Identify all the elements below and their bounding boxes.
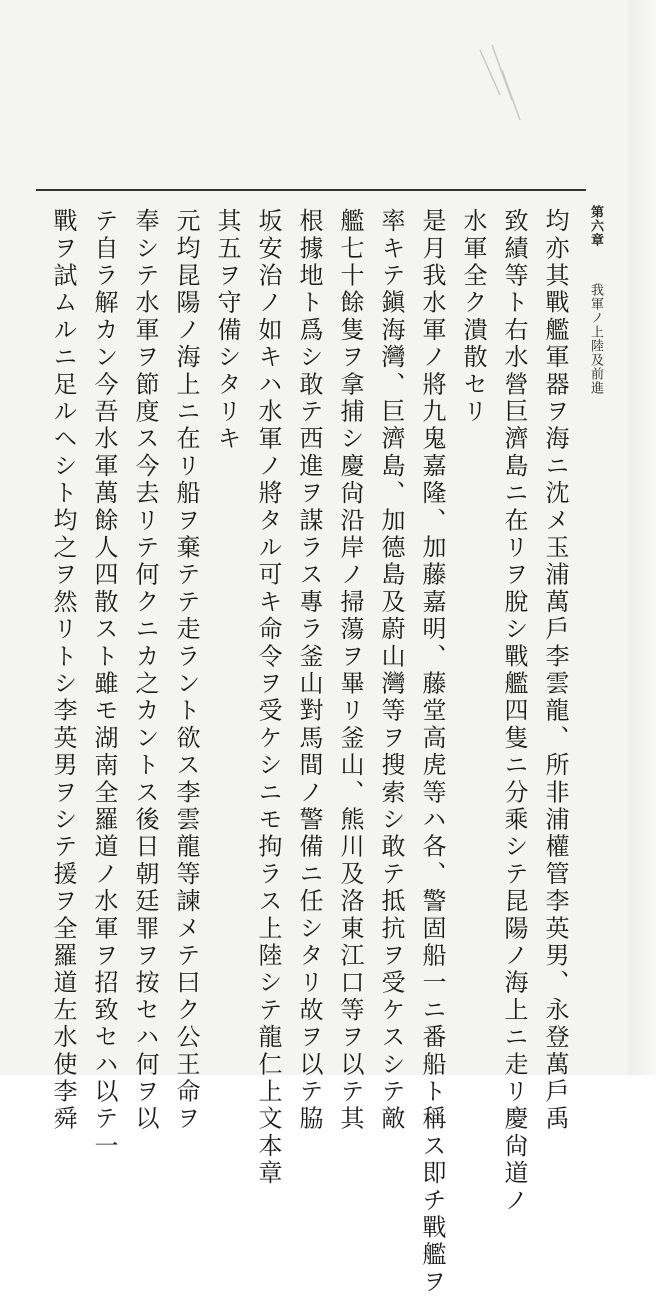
text-column: 其五ヲ守備シタリキ xyxy=(213,208,241,453)
text-column: 均亦其戰艦軍器ヲ海ニ沈メ玉浦萬戶李雲龍、所非浦權管李英男、永登萬戶禹 xyxy=(541,208,569,1133)
text-column: テ自ラ解カン今吾水軍萬餘人四散スト雖モ湖南全羅道ノ水軍ヲ招致セハ以テ一 xyxy=(90,208,118,1160)
text-column: 艦七十餘隻ヲ拿捕シ慶尙沿岸ノ掃蕩ヲ畢リ釜山、熊川及洛東江口等ヲ以テ其 xyxy=(336,208,364,1133)
text-column: 奉シテ水軍ヲ節度ス今去リテ何クニカ之カントス後日朝廷罪ヲ按セハ何ヲ以 xyxy=(131,208,159,1133)
page-edge-shadow xyxy=(628,0,656,1075)
running-header xyxy=(586,205,605,395)
text-column: 水軍全ク潰散セリ xyxy=(459,208,487,426)
text-column: 元均昆陽ノ海上ニ在リ船ヲ棄テテ走ラント欲ス李雲龍等諫メテ曰ク公王命ヲ xyxy=(172,208,200,1133)
header-rule xyxy=(36,189,586,191)
chapter-title: 我軍ノ上陸及前進 xyxy=(588,283,603,395)
text-column: 坂安治ノ如キハ水軍ノ將タル可キ命令ヲ受ケシニモ拘ラス上陸シテ龍仁上文本章 xyxy=(254,208,282,1188)
text-column: 致績等ト右水營巨濟島ニ在リヲ脫シ戰艦四隻ニ分乘シテ昆陽ノ海上ニ走リ慶尙道ノ xyxy=(500,208,528,1215)
pencil-marks xyxy=(470,40,530,130)
text-column: 率キテ鎭海灣、巨濟島、加德島及蔚山灣等ヲ搜索シ敢テ抵抗ヲ受ケスシテ敵 xyxy=(377,208,405,1133)
text-column: 戰ヲ試ムルニ足ルヘシト均之ヲ然リトシ李英男ヲシテ援ヲ全羅道左水使李舜 xyxy=(49,208,77,1133)
text-column: 根據地ト爲シ敢テ西進ヲ謀ラス專ラ釜山對馬間ノ警備ニ任シタリ故ヲ以テ脇 xyxy=(295,208,323,1133)
text-column: 是月我水軍ノ將九鬼嘉隆、加藤嘉明、藤堂高虎等ハ各、警固船一ニ番船ト稱ス即チ戰艦ヲ xyxy=(418,208,446,1296)
chapter-label: 第六章 xyxy=(588,205,603,247)
